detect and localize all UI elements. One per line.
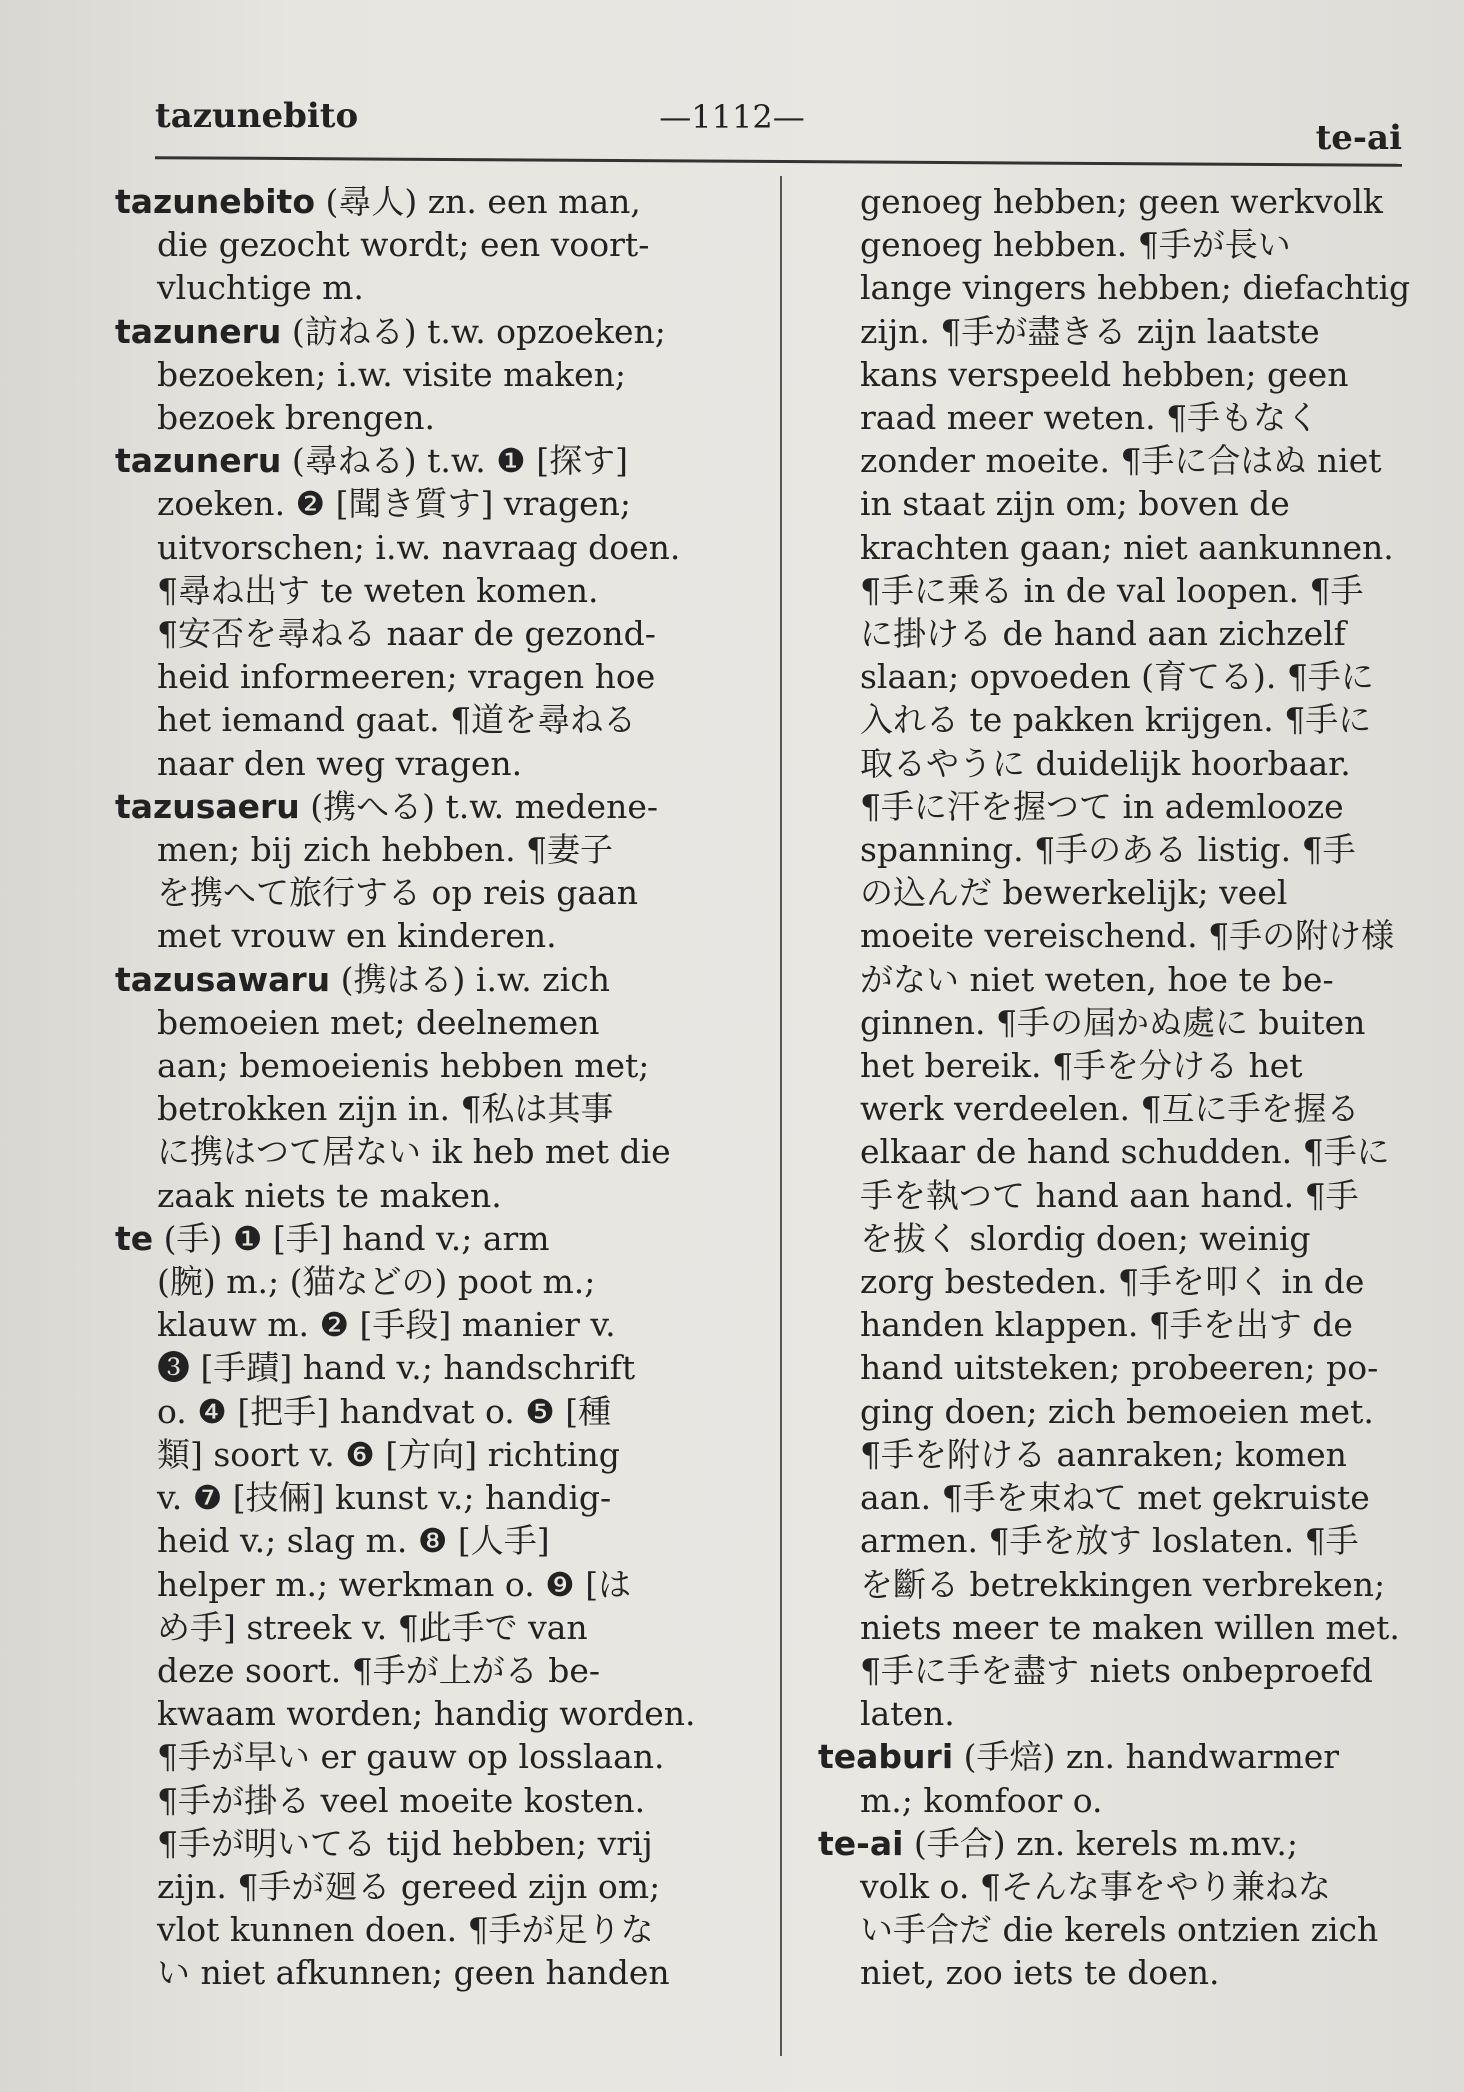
entry-text-line: zorg besteden. ¶手を叩く in de xyxy=(860,1262,1365,1302)
entry-text-line: kans verspeeld hebben; geen xyxy=(860,354,1349,394)
entry-text-line: genoeg hebben; geen werkvolk xyxy=(860,182,1383,221)
entry-text-line: deze soort. ¶手が上がる be- xyxy=(157,1650,601,1690)
headword: tazusaeru xyxy=(115,786,300,826)
entry-text-line: ¶尋ね出す te weten komen. xyxy=(157,570,599,610)
entry-text-line: heid v.; slag m. ❽ [人手] xyxy=(157,1521,550,1561)
entry-text-line: klauw m. ❷ [手段] manier v. xyxy=(157,1305,616,1345)
entry-text-line: niet, zoo iets te doen. xyxy=(860,1953,1220,1993)
entry-text-line: genoeg hebben. ¶手が長い xyxy=(860,225,1291,265)
entry-text-line: m.; komfoor o. xyxy=(860,1780,1103,1820)
entry-text-line: ¶手に乗る in de val loopen. ¶手 xyxy=(860,570,1364,610)
entry-headword-line: tazusaeru (携へる) t.w. medene- xyxy=(115,786,659,826)
entry-text-line: in staat zijn om; boven de xyxy=(860,484,1290,524)
headword: teaburi xyxy=(818,1737,954,1777)
entry-text-line: die gezocht wordt; een voort- xyxy=(157,225,650,265)
entry-text-line: に掛ける de hand aan zichzelf xyxy=(860,614,1346,654)
entry-headword-line: teaburi (手焙) zn. handwarmer xyxy=(818,1737,1340,1777)
entry-text-line: lange vingers hebben; diefachtig xyxy=(860,268,1411,308)
running-head-right: te-ai xyxy=(1315,118,1402,158)
entry-text-line: 入れる te pakken krijgen. ¶手に xyxy=(860,700,1372,740)
entry-headword-line: te (手) ❶ [手] hand v.; arm xyxy=(115,1218,550,1258)
entry-text-line: ¶手に汗を握つて in ademlooze xyxy=(860,786,1344,826)
entry-text-line: bemoeien met; deelnemen xyxy=(157,1002,600,1042)
entry-text-line: armen. ¶手を放す loslaten. ¶手 xyxy=(860,1521,1359,1561)
entry-text-line: bezoeken; i.w. visite maken; xyxy=(157,354,627,394)
entry-text-line: heid informeeren; vragen hoe xyxy=(157,657,656,697)
entry-text-line: の込んだ bewerkelijk; veel xyxy=(860,873,1288,913)
entry-headword-line: tazuneru (尋ねる) t.w. ❶ [探す] xyxy=(115,441,629,481)
entry-text-line: 取るやうに duidelijk hoorbaar. xyxy=(860,743,1351,783)
entry-text-line: ginnen. ¶手の屆かぬ處に buiten xyxy=(860,1002,1366,1042)
entry-text-line: ¶手を附ける aanraken; komen xyxy=(860,1434,1347,1474)
entry-text-line: zonder moeite. ¶手に合はぬ niet xyxy=(860,441,1382,481)
entry-text-line: werk verdeelen. ¶互に手を握る xyxy=(860,1089,1360,1129)
entry-text-line: ¶手が早い er gauw op losslaan. xyxy=(157,1737,665,1777)
entry-text-line: v. ❼ [技倆] kunst v.; handig- xyxy=(157,1478,612,1518)
entry-text-line: handen klappen. ¶手を出す de xyxy=(860,1305,1353,1345)
entry-text-line: elkaar de hand schudden. ¶手に xyxy=(860,1132,1390,1172)
entry-text-line: men; bij zich hebben. ¶妻子 xyxy=(157,830,614,870)
running-head-left: tazunebito xyxy=(155,96,359,136)
headword: tazunebito xyxy=(115,182,315,221)
headword: tazusawaru xyxy=(115,959,331,999)
entry-text-line: laten. xyxy=(860,1694,955,1734)
entry-text-line: zoeken. ❷ [聞き質す] vragen; xyxy=(157,484,631,524)
entry-text-line: niets meer te maken willen met. xyxy=(860,1607,1400,1647)
entry-headword-line: tazunebito (尋人) zn. een man, xyxy=(115,182,641,221)
headword: te-ai xyxy=(818,1823,904,1863)
entry-text-line: helper m.; werkman o. ❾ [は xyxy=(157,1564,632,1604)
left-column xyxy=(115,180,755,1995)
headword: tazuneru xyxy=(115,311,282,351)
entry-headword-line: tazusawaru (携はる) i.w. zich xyxy=(115,959,610,999)
entry-text-line: hand uitsteken; probeeren; po- xyxy=(860,1348,1379,1388)
entry-text-line: vluchtige m. xyxy=(157,268,364,308)
entry-text-line: zijn. ¶手が廻る gereed zijn om; xyxy=(157,1866,661,1906)
entry-headword-line: te-ai (手合) zn. kerels m.mv.; xyxy=(818,1823,1299,1863)
entry-text-line: ¶手が掛る veel moeite kosten. xyxy=(157,1780,646,1820)
header-rule xyxy=(155,156,1402,167)
entry-text-line: ❸ [手蹟] hand v.; handschrift xyxy=(157,1348,636,1388)
entry-text-line: kwaam worden; handig worden. xyxy=(157,1694,696,1734)
entry-headword-line: tazuneru (訪ねる) t.w. opzoeken; xyxy=(115,311,666,351)
entry-text-line: zijn. ¶手が盡きる zijn laatste xyxy=(860,311,1320,351)
entry-text-line: slaan; opvoeden (育てる). ¶手に xyxy=(860,657,1374,697)
entry-text-line: bezoek brengen. xyxy=(157,398,436,438)
entry-text-line: い niet afkunnen; geen handen xyxy=(157,1953,670,1993)
entry-text-line: betrokken zijn in. ¶私は其事 xyxy=(157,1089,614,1129)
entry-text-line: ¶手が明いてる tijd hebben; vrij xyxy=(157,1823,653,1863)
headword: tazuneru xyxy=(115,441,282,481)
entry-text-line: い手合だ die kerels ontzien zich xyxy=(860,1910,1379,1950)
entry-text-line: ¶安否を尋ねる naar de gezond- xyxy=(157,614,656,654)
entry-text-line: ¶手に手を盡す niets onbeproefd xyxy=(860,1650,1373,1690)
entry-text-line: spanning. ¶手のある listig. ¶手 xyxy=(860,830,1356,870)
entry-text-line: met vrouw en kinderen. xyxy=(157,916,557,956)
entry-text-line: がない niet weten, hoe te be- xyxy=(860,959,1334,999)
entry-text-line: moeite vereischend. ¶手の附け様 xyxy=(860,916,1395,956)
entry-text-line: め手] streek v. ¶此手で van xyxy=(157,1607,588,1647)
entry-text-line: を携へて旅行する op reis gaan xyxy=(157,873,638,913)
entry-text-line: を拔く slordig doen; weinig xyxy=(860,1218,1311,1258)
entry-text-line: (腕) m.; (猫などの) poot m.; xyxy=(157,1262,596,1302)
entry-text-line: ging doen; zich bemoeien met. xyxy=(860,1391,1374,1431)
page-number: —1112— xyxy=(659,98,805,136)
entry-text-line: 類] soort v. ❻ [方向] richting xyxy=(157,1434,620,1474)
entry-text-line: het bereik. ¶手を分ける het xyxy=(860,1046,1303,1086)
entry-text-line: zaak niets te maken. xyxy=(157,1175,502,1215)
right-column xyxy=(818,180,1418,1995)
entry-text-line: naar den weg vragen. xyxy=(157,743,523,783)
headword: te xyxy=(115,1218,154,1258)
entry-text-line: を斷る betrekkingen verbreken; xyxy=(860,1564,1386,1604)
entry-text-line: 手を執つて hand aan hand. ¶手 xyxy=(860,1175,1359,1215)
entry-text-line: krachten gaan; niet aankunnen. xyxy=(860,527,1394,567)
entry-text-line: aan; bemoeienis hebben met; xyxy=(157,1046,650,1086)
entry-text-line: vlot kunnen doen. ¶手が足りな xyxy=(157,1910,654,1950)
entry-text-line: o. ❹ [把手] handvat o. ❺ [種 xyxy=(157,1391,612,1431)
entry-text-line: に携はつて居ない ik heb met die xyxy=(157,1132,671,1172)
entry-text-line: het iemand gaat. ¶道を尋ねる xyxy=(157,700,637,740)
entry-text-line: raad meer weten. ¶手もなく xyxy=(860,398,1320,438)
entry-text-line: aan. ¶手を束ねて met gekruiste xyxy=(860,1478,1370,1518)
entry-text-line: uitvorschen; i.w. navraag doen. xyxy=(157,527,681,567)
column-divider xyxy=(780,176,782,2056)
entry-text-line: volk o. ¶そんな事をやり兼ねな xyxy=(860,1866,1331,1906)
